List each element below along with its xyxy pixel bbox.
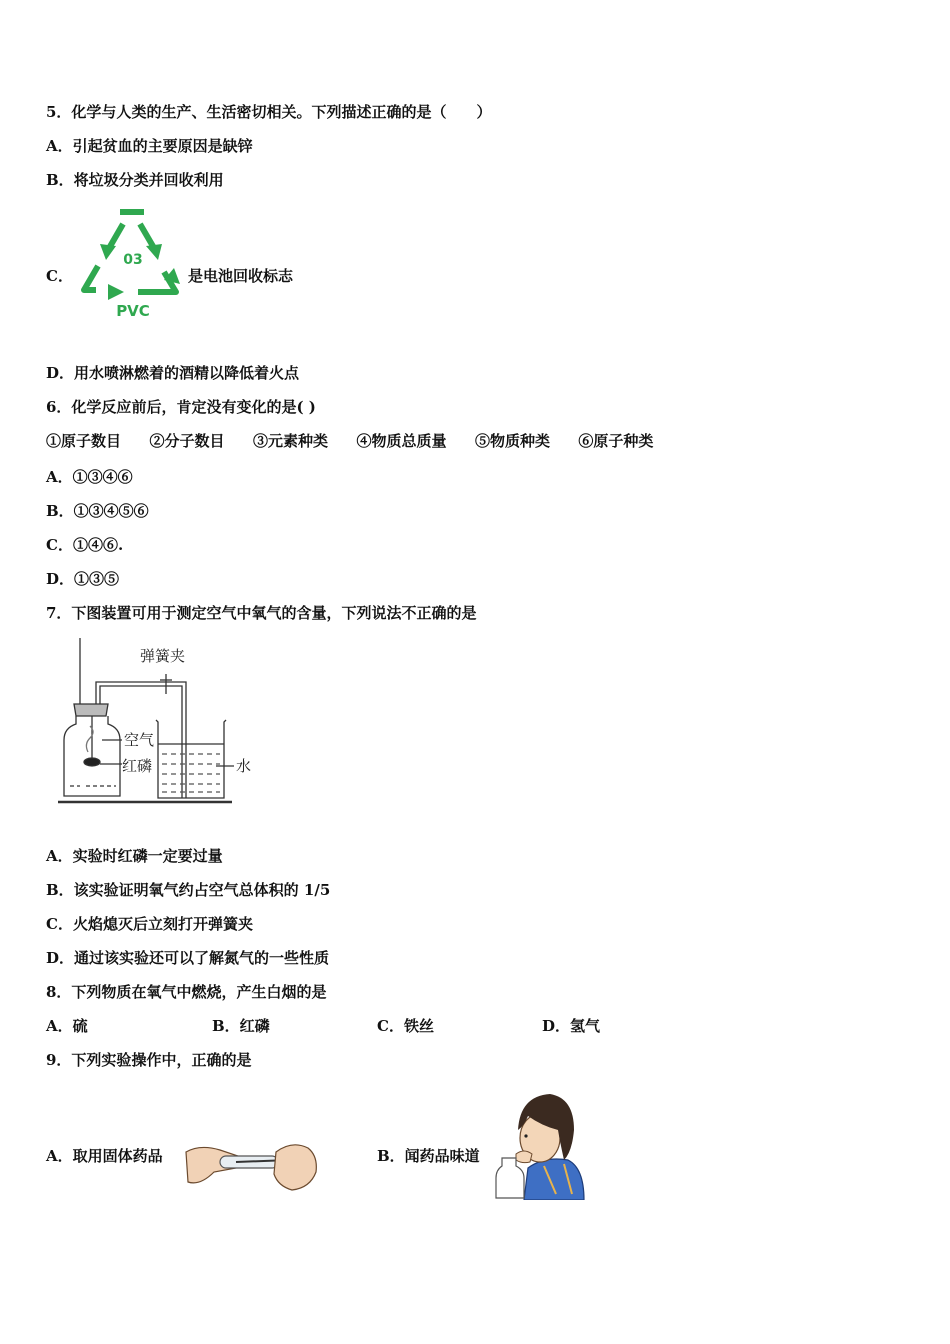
q9-stem: 9．下列实验操作中，正确的是 [46, 1051, 252, 1069]
q6-item: ④物质总质量 [356, 432, 447, 450]
q5-option-a: A．引起贫血的主要原因是缺锌 [46, 137, 253, 155]
q8-option-c: C．铁丝 [377, 1017, 434, 1035]
q6-item-list [46, 431, 653, 451]
recycle-label: PVC [116, 302, 150, 320]
q9-option-b: B．闻药品味道 [377, 1147, 480, 1165]
stopper [74, 704, 108, 716]
q6-option-a: A．①③④⑥ [46, 468, 133, 486]
person-smelling-image [494, 1090, 588, 1200]
q6-item: ③元素种类 [252, 432, 328, 450]
q7-stem: 7．下图装置可用于测定空气中氧气的含量，下列说法不正确的是 [46, 604, 477, 622]
q6-option-b: B．①③④⑤⑥ [46, 502, 149, 520]
q9-option-a: A．取用固体药品 [46, 1147, 163, 1165]
right-hand [274, 1145, 316, 1190]
q6-stem: 6．化学反应前后，肯定没有变化的是( ) [46, 398, 316, 416]
oxygen-experiment-diagram [56, 636, 266, 808]
q6-option-c: C．①④⑥. [46, 536, 124, 554]
label-air: 空气 [124, 731, 155, 749]
q5-option-b: B．将垃圾分类并回收利用 [46, 171, 224, 189]
label-water: 水 [236, 757, 252, 775]
label-phosphorus: 红磷 [122, 757, 153, 775]
q7-option-a: A．实验时红磷一定要过量 [46, 847, 223, 865]
recycle-arrow-right [140, 224, 154, 248]
q8-option-b: B．红磷 [212, 1017, 270, 1035]
reagent-bottle [496, 1158, 524, 1198]
q6-item: ⑥原子种类 [578, 432, 654, 450]
recycle-arrow-bottom-left [84, 266, 98, 290]
recycle-number: 03 [123, 252, 143, 268]
red-phosphorus [84, 758, 100, 766]
hands-test-tube-image [180, 1138, 320, 1198]
q6-item: ②分子数目 [149, 432, 225, 450]
q7-option-d: D．通过该实验还可以了解氮气的一些性质 [46, 949, 330, 967]
q5-stem: 5．化学与人类的生产、生活密切相关。下列描述正确的是（ ） [46, 103, 492, 121]
q6-item: ①原子数目 [46, 432, 122, 450]
q6-item: ⑤物质种类 [474, 432, 550, 450]
q5-option-d: D．用水喷淋燃着的酒精以降低着火点 [46, 364, 300, 382]
q7-option-c: C．火焰熄灭后立刻打开弹簧夹 [46, 915, 253, 933]
q5-option-c-text: 是电池回收标志 [188, 267, 294, 285]
beaker [156, 720, 226, 798]
q8-option-d: D．氢气 [542, 1017, 601, 1035]
q6-option-d: D．①③⑤ [46, 570, 120, 588]
q8-option-a: A．硫 [46, 1017, 88, 1035]
label-clamp: 弹簧夹 [140, 647, 186, 665]
person-shirt [524, 1159, 584, 1200]
q8-stem: 8．下列物质在氧气中燃烧，产生白烟的是 [46, 983, 327, 1001]
q5-option-c-letter: C． [46, 267, 73, 285]
recycle-symbol-icon [78, 204, 188, 320]
q7-option-b: B．该实验证明氧气约占空气总体积的 1/5 [46, 881, 331, 899]
